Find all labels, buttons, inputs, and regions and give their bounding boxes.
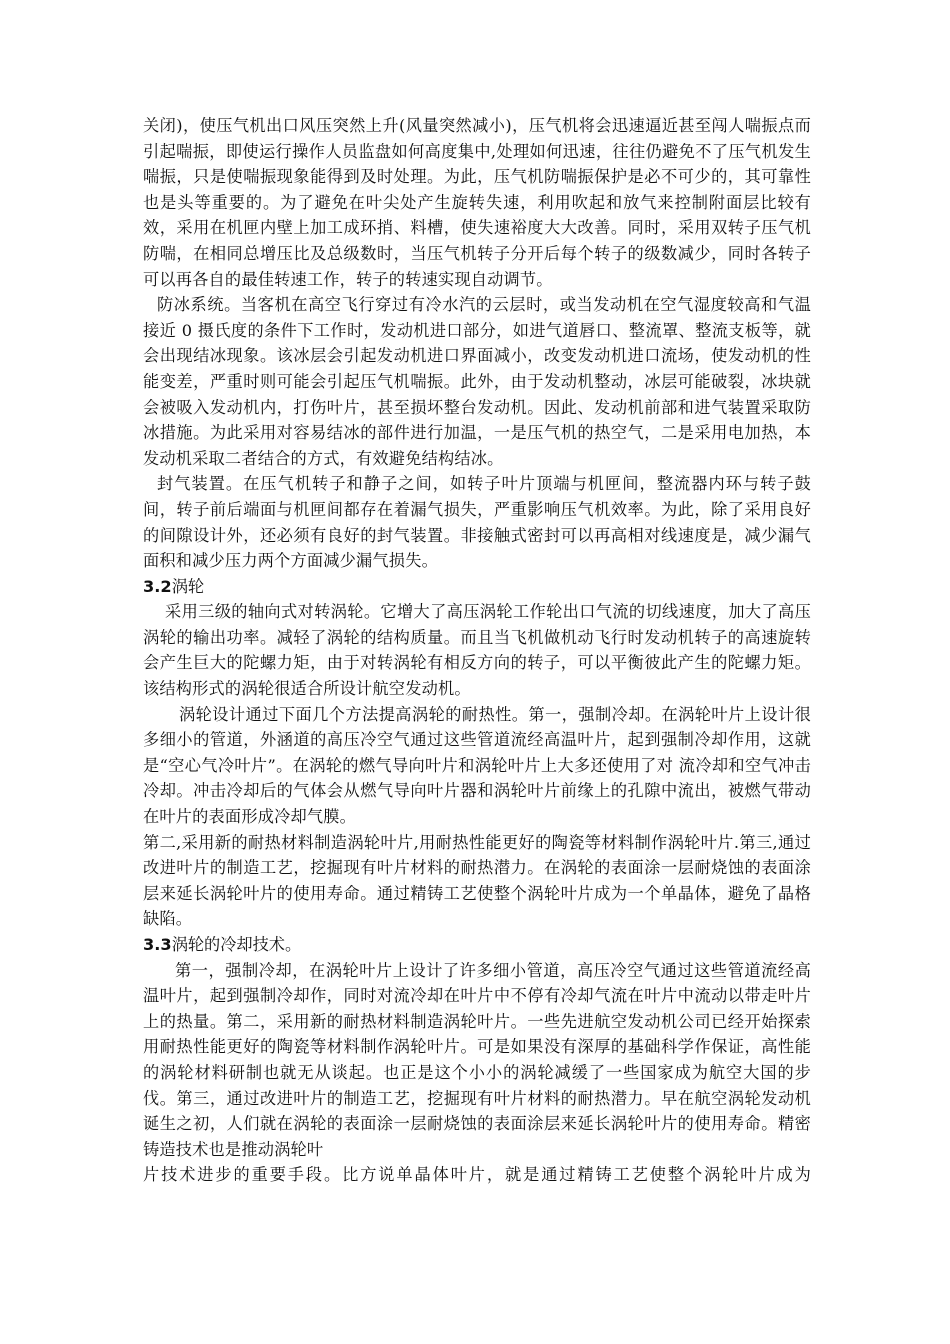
section-title: 涡轮的冷却技术。 <box>171 935 302 954</box>
paragraph-turbine-materials: 第二,采用新的耐热材料制造涡轮叶片,用耐热性能更好的陶瓷等材料制作涡轮叶片.第三,通过改进叶片的制造工艺，挖掘现有叶片材料的耐热潜力。在涡轮的表面涂一层耐烧蚀的表面涂层来延长涡轮叶片的使用寿命。通过精铸工艺使整个涡轮叶片成为一个单晶体，避免了晶格缺陷。 <box>143 832 811 929</box>
paragraph-turbine-cooling: 第一，强制冷却，在涡轮叶片上设计了许多细小管道，高压冷空气通过这些管道流经高温叶片，起到强制冷却作，同时对流冷却在叶片中不停有冷却气流在叶片中流动以带走叶片上的热量。第二，采用新的耐热材料制造涡轮叶片。一些先进航空发动机公司已经开始探索用耐热性能更好的陶瓷等材料制作涡轮叶片。可是如果没有深厚的基础科学作保证，高性能的涡轮材料研制也就无从谈起。也正是这个小小的涡轮减缓了一些国家成为航空大国的步伐。第三，通过改进叶片的制造工艺，挖掘现有叶片材料的耐热潜力。早在航空涡轮发动机诞生之初，人们就在涡轮的表面涂一层耐烧蚀的表面涂层来延长涡轮叶片的使用寿命。精密铸造技术也是推动涡轮叶 <box>143 960 811 1159</box>
paragraph-compressor-surge: 关闭)，使压气机出口风压突然上升(风量突然减小)，压气机将会迅速逼近甚至闯人喘振点而引起喘振，即使运行操作人员监盘如何高度集中,处理如何迅速，往往仍避免不了压气机发生喘振，只是使喘振现象能得到及时处理。为此，压气机防喘振保护是必不可少的，其可靠性也是头等重要的。为了避免在叶尖处产生旋转失速，利用吹起和放气来控制附面层比较有效，采用在机匣内壁上加工成环捎、料槽，使失速裕度大大改善。同时，采用双转子压气机防喘，在相同总增压比及总级数时，当压气机转子分开后每个转子的级数减少，同时各转子可以再各自的最佳转速工作，转子的转速实现自动调节。 <box>143 116 811 289</box>
paragraph-air-seal: 封气装置。在压气机转子和静子之间，如转子叶片顶端与机匣间，整流器内环与转子鼓间，转子前后端面与机匣间都存在着漏气损失，严重影响压气机效率。为此，除了采用良好的间隙设计外，还必须有良好的封气装置。非接触式密封可以再高相对线速度是，减少漏气面积和减少压力两个方面减少漏气损失。 <box>143 474 811 571</box>
paragraph-turbine-design: 采用三级的轴向式对转涡轮。它增大了高压涡轮工作轮出口气流的切线速度，加大了高压涡轮的输出功率。减轻了涡轮的结构质量。而且当飞机做机动飞行时发动机转子的高速旋转会产生巨大的陀螺力矩，由于对转涡轮有相反方向的转子，可以平衡彼此产生的陀螺力矩。该结构形式的涡轮很适合所设计航空发动机。 <box>143 602 811 699</box>
section-number: 3.3 <box>143 935 172 954</box>
paragraph-anti-icing: 防冰系统。当客机在高空飞行穿过有冷水汽的云层时，或当发动机在空气湿度较高和气温接近 0 摄氏度的条件下工作时，发动机进口部分，如进气道唇口、整流罩、整流支板等，就会出现结冰现象。该冰层会引起发动机进口界面减小，改变发动机进口流场，使发动机的性能变差，严重时则可能会引起压气机喘振。此外，由于发动机整动，冰层可能破裂，冰块就会被吸入发动机内，打伤叶片，甚至损坏整台发动机。因此、发动机前部和进气装置采取防冰措施。为此采用对容易结冰的部件进行加温，一是压气机的热空气，二是采用电加热，本发动机采取二者结合的方式，有效避免结构结冰。 <box>143 295 811 468</box>
section-heading-3-2 <box>143 574 811 600</box>
paragraph-single-crystal: 片技术进步的重要手段。比方说单晶体叶片，就是通过精铸工艺使整个涡轮叶片成为 <box>143 1165 811 1185</box>
section-title: 涡轮 <box>171 576 205 596</box>
section-heading-3-3 <box>143 932 811 958</box>
paragraph-turbine-heat-resistance: 涡轮设计通过下面几个方法提高涡轮的耐热性。第一，强制冷却。在涡轮叶片上设计很多细小的管道，外涵道的高压冷空气通过这些管道流经高温叶片，起到强制冷却作用，这就是“空心气冷叶片”。在涡轮的燃气导向叶片和涡轮叶片上大多还使用了对 流冷却和空气冲击冷却。冲击冷却后的气体会从燃气导向叶片器和涡轮叶片前缘上的孔隙中流出，被燃气带动在叶片的表面形成冷却气膜。 <box>143 704 811 827</box>
section-number: 3.2 <box>143 576 172 596</box>
document-page <box>143 113 811 1188</box>
